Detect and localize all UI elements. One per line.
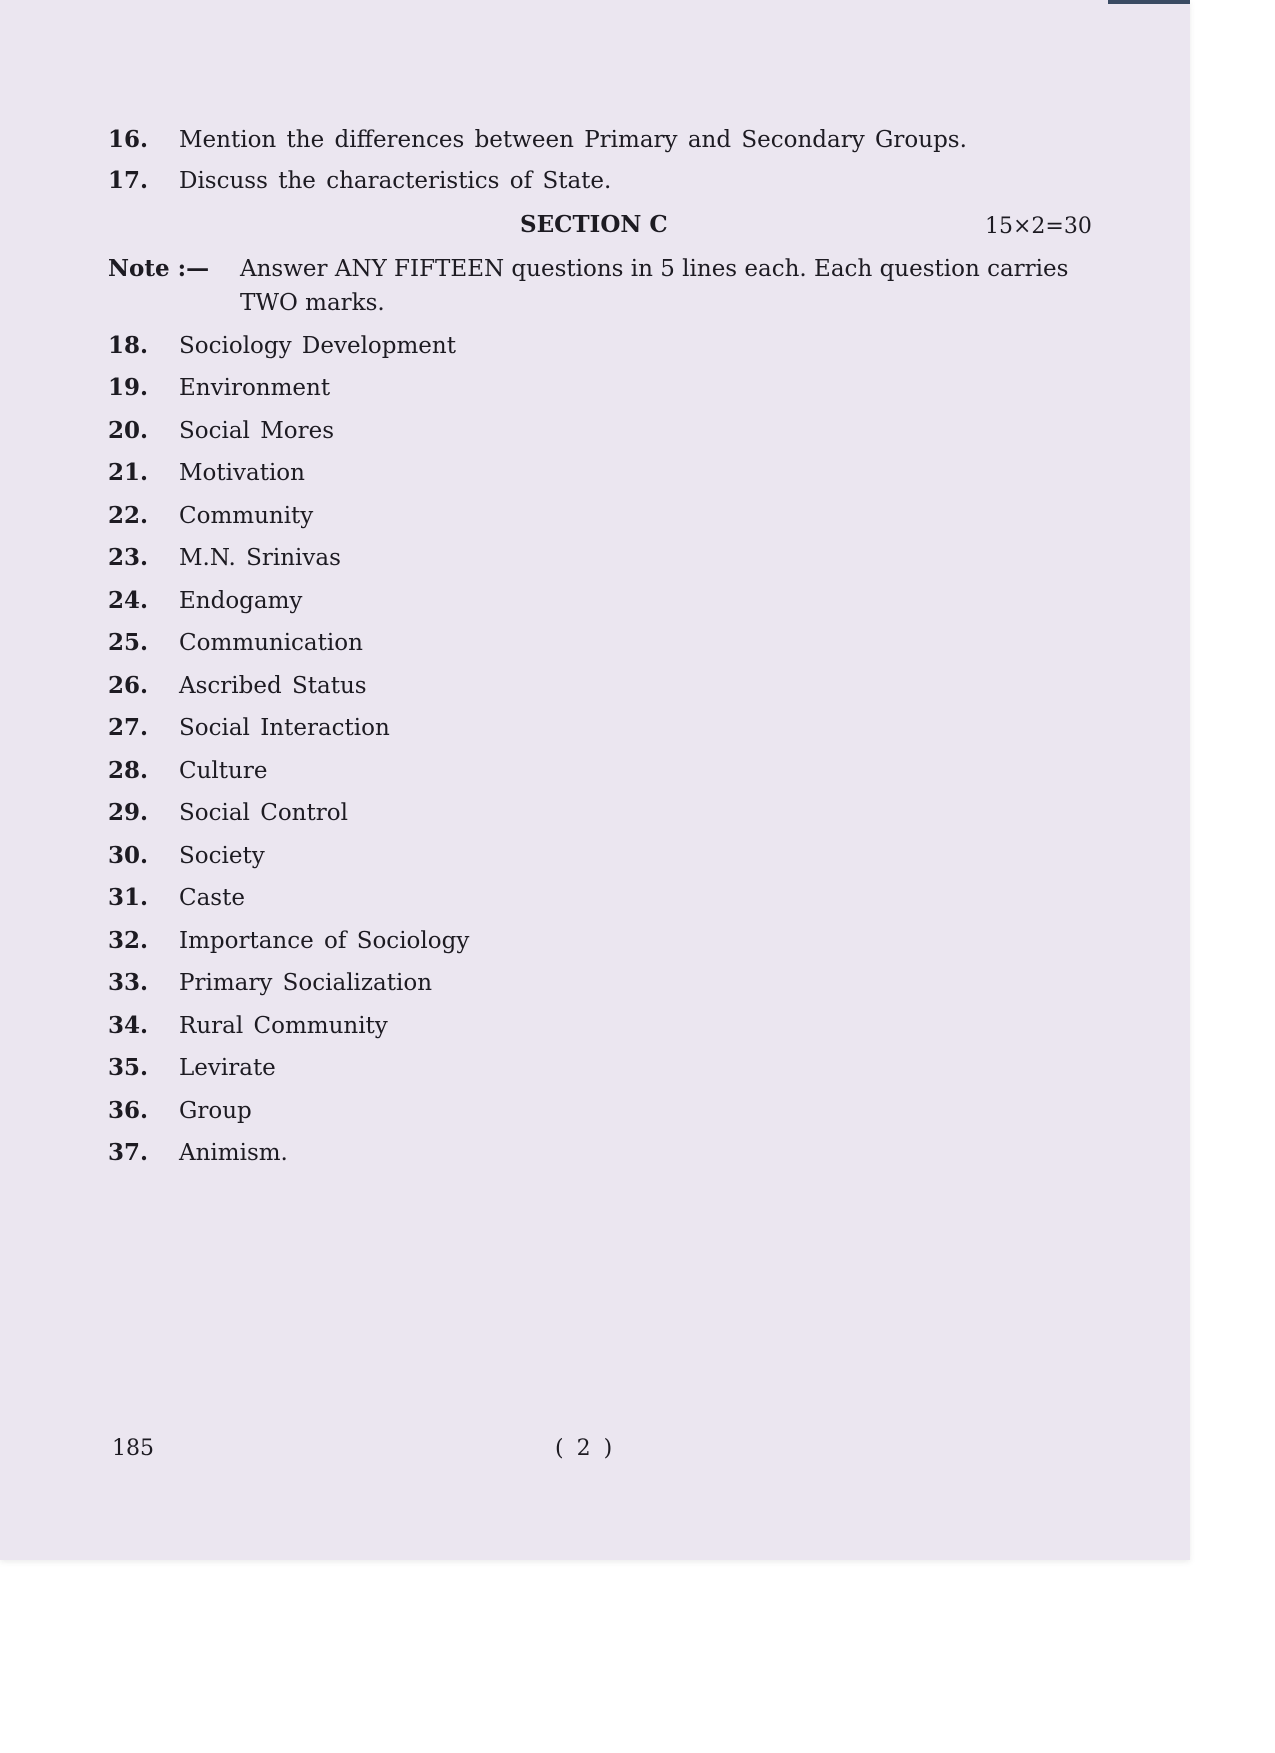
question-23: [108, 542, 341, 574]
question-18: [108, 330, 456, 362]
question-number: 31.: [108, 884, 149, 911]
question-number: 34.: [108, 1012, 149, 1039]
question-text: Caste: [179, 885, 245, 911]
question-text: Discuss the characteristics of State.: [179, 168, 612, 194]
question-27: [108, 712, 390, 744]
question-text: Social Interaction: [179, 715, 390, 741]
question-21: [108, 457, 305, 489]
question-text: Society: [179, 843, 265, 869]
question-number: 21.: [108, 459, 149, 486]
question-text: Social Mores: [179, 418, 335, 444]
question-number: 20.: [108, 417, 149, 444]
question-number: 27.: [108, 714, 149, 741]
question-31: [108, 882, 245, 914]
question-number: 37.: [108, 1139, 149, 1166]
question-text: Animism.: [179, 1140, 288, 1166]
paper-code: 185: [112, 1436, 154, 1461]
question-24: [108, 585, 302, 617]
question-number: 24.: [108, 587, 149, 614]
question-text: Environment: [179, 375, 331, 401]
question-28: [108, 755, 267, 787]
question-text: Primary Socialization: [179, 970, 433, 996]
question-text: Social Control: [179, 800, 348, 826]
question-30: [108, 840, 265, 872]
note-text: Answer ANY FIFTEEN questions in 5 lines each. Each question carries TWO marks.: [240, 256, 1069, 316]
question-25: [108, 627, 363, 659]
question-19: [108, 372, 330, 404]
question-number: 32.: [108, 927, 149, 954]
question-29: [108, 797, 348, 829]
question-text: Group: [179, 1098, 252, 1124]
question-number: 33.: [108, 969, 149, 996]
question-number: 35.: [108, 1054, 149, 1081]
question-number: 22.: [108, 502, 149, 529]
question-text: Endogamy: [179, 588, 303, 614]
question-text: Community: [179, 503, 314, 529]
section-marks: 15×2=30: [985, 214, 1092, 239]
question-number: 18.: [108, 332, 149, 359]
question-32: [108, 925, 469, 957]
question-number: 26.: [108, 672, 149, 699]
note-label: Note :—: [108, 255, 210, 282]
question-text: Rural Community: [179, 1013, 388, 1039]
question-35: [108, 1052, 276, 1084]
question-number: 29.: [108, 799, 149, 826]
section-note: [108, 252, 1088, 320]
question-text: Importance of Sociology: [179, 928, 470, 954]
question-number: 19.: [108, 374, 149, 401]
question-22: [108, 500, 313, 532]
question-text: Sociology Development: [179, 333, 456, 359]
question-17: [108, 165, 611, 197]
question-number: 25.: [108, 629, 149, 656]
question-text: Motivation: [179, 460, 305, 486]
section-title: SECTION C: [520, 211, 668, 238]
question-number: 16.: [108, 126, 149, 153]
question-16: [108, 124, 967, 156]
question-number: 23.: [108, 544, 149, 571]
question-20: [108, 415, 334, 447]
question-26: [108, 670, 367, 702]
question-text: Ascribed Status: [179, 673, 367, 699]
question-36: [108, 1095, 252, 1127]
page-number: ( 2 ): [555, 1436, 613, 1461]
question-text: M.N. Srinivas: [179, 545, 341, 571]
question-text: Culture: [179, 758, 268, 784]
question-33: [108, 967, 432, 999]
question-text: Mention the differences between Primary and Secondary Groups.: [179, 127, 967, 153]
question-34: [108, 1010, 388, 1042]
question-number: 17.: [108, 167, 149, 194]
question-number: 28.: [108, 757, 149, 784]
question-text: Levirate: [179, 1055, 276, 1081]
question-number: 36.: [108, 1097, 149, 1124]
question-number: 30.: [108, 842, 149, 869]
question-37: [108, 1137, 288, 1169]
question-text: Communication: [179, 630, 363, 656]
